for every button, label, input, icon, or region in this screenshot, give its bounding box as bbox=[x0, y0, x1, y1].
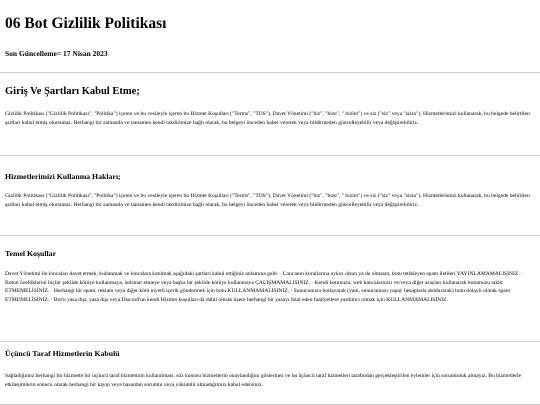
section-heading: Hizmetlerimizi Kullanma Hakları; bbox=[5, 172, 121, 181]
section-heading: Giriş Ve Şartları Kabul Etme; bbox=[5, 86, 140, 97]
section-body: Gizlilik Politikası ("Gizlilik Politikası", "Politika") içeren ve bu vesileyle içeren bu Hizmet Koşulları ("Terms", "TOS"), Davet Yönetimi ("biz", "bize", " bizim") ve siz ("siz" veya "sizin"). Hizmetlerimizi kullanarak, bu belgede belirtilen şartları kabul etmiş olursunuz. Herhangi bir zamanda ve tamamen kendi takdirimize bağlı olarak, bu belgeyi önceden haber vererek veya bildirmeden güncelleyebilir veya değiştirebiliriz. bbox=[5, 193, 530, 208]
section-body: Gizlilik Politikası ("Gizlilik Politikası", "Politika") içeren ve bu vesileyle içeren bu Hizmet Koşulları ("Terms", "TOS"), Davet Yönetimi ("biz", "bize", " bizim") ve siz ("siz" veya "sizin"). Hizmetlerimizi kullanarak, bu belgede belirtilen şartları kabul etmiş olursunuz. Herhangi bir zamanda ve tamamen kendi takdirimize bağlı olarak, bu belgeyi önceden haber vererek veya bildirmeden güncelleyebilir veya değiştirebiliriz. bbox=[5, 111, 530, 126]
section-divider bbox=[0, 341, 540, 342]
section-divider bbox=[0, 72, 540, 73]
section-heading: Temel Koşullar bbox=[5, 249, 57, 258]
section-divider bbox=[0, 235, 540, 236]
section-body: Sağladığımız herhangi bir hizmette bir üçüncü taraf hizmetinin kullanılması, söz konusu hizmetlerin onaylandığını göstermez ve bu üçüncü taraf hizmetleri tarafından gerçekleştirilen eylemler için sorumluluk almayız. Bu hizmetlerle etkileşimlerin sonucu olarak herhangi bir kayıp veya hasardan sorumlu veya yükümlü olmadığımızı kabul edersiniz. bbox=[5, 373, 522, 388]
page-title: 06 Bot Gizlilik Politikası bbox=[5, 15, 167, 32]
section-divider bbox=[0, 155, 540, 156]
last-updated-date: Son Güncelleme= 17 Nisan 2023 bbox=[5, 49, 108, 58]
section-heading: Üçüncü Taraf Hizmetlerin Kabulü bbox=[5, 349, 120, 358]
section-body: Davet Yönetimi ile loncaları davet etmek, kullanmak ve loncalara katılmak aşağıdaki şartları kabul ettiğiniz anlamına gelir. · Loncanın kurallarına aykırı olsun ya da olmasın, botu tetikleyen spam iletileri YAYINLAMAMALISINIZ. · Botun özelliklerini hiçbir şekilde kötüye kullanmaya, istismar etmeye veya başka bir şekilde kötüye kullanmaya ÇALIŞMAMALISINIZ. · Kendi botunuzu, web kancalarınızı ve/veya diğer araçları kullanarak botumuzu taklit ETMEMELİSİNİZ. · Herhangi bir spam, reklam veya diğer kötü niyetli içerik göndermek için botu KULLANMAMALISINIZ. · Sunucunuzu botlayarak (yani, sunucunuzu yapay hesaplarla doldurarak) botu dolaylı olarak spam ETMEMELİSİNİZ. · Bot'u yasa dışı, yasa dışı veya Discord'un kendi Hizmet koşulları da dahil olmak üzere herhangi bir yasayı ihlal eden faaliyetlere yardımcı olmak için KULLANMAMALISINIZ. bbox=[5, 271, 523, 303]
